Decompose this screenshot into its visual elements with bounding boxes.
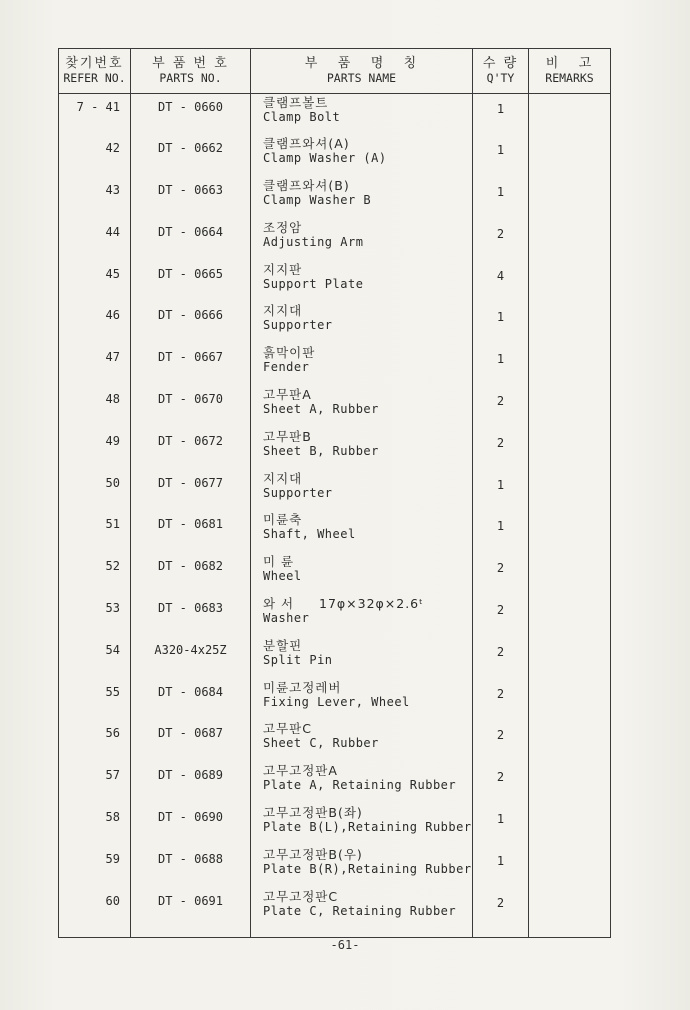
cell-parts-no: DT - 0666 [131,302,251,344]
table-row [59,846,611,888]
header-parts-name-ko: 부 품 명 칭 [304,56,419,71]
cell-refer-no: 58 [59,804,131,846]
cell-parts-no: DT - 0664 [131,219,251,261]
header-parts-no [131,49,251,94]
parts-name-ko: 미륜고정레버 [263,679,342,695]
cell-parts-no: DT - 0681 [131,511,251,553]
cell-remarks [529,302,611,344]
cell-parts-no: DT - 0690 [131,804,251,846]
header-refer-no-ko: 찾기번호 [65,56,124,71]
cell-refer-no: 44 [59,219,131,261]
cell-parts-no: DT - 0663 [131,177,251,219]
cell-remarks [529,679,611,721]
cell-refer-no: 46 [59,302,131,344]
cell-qty: 2 [473,219,529,261]
cell-parts-no: DT - 0687 [131,720,251,762]
cell-parts-name [251,888,473,938]
parts-name-ko: 클램프와셔(B) [263,178,350,194]
parts-name-en: Washer [263,611,310,626]
cell-remarks [529,261,611,303]
cell-qty: 2 [473,553,529,595]
cell-parts-no: DT - 0662 [131,135,251,177]
cell-qty: 2 [473,595,529,637]
table-row [59,888,611,938]
parts-name-ko: 와 서 17φ×32φ×2.6ᵗ [263,596,424,612]
cell-qty: 2 [473,720,529,762]
cell-qty: 2 [473,637,529,679]
cell-parts-name [251,344,473,386]
table-row [59,344,611,386]
cell-qty: 1 [473,94,529,136]
parts-name-ko: 클램프볼트 [263,95,329,110]
cell-parts-name [251,302,473,344]
cell-remarks [529,344,611,386]
cell-parts-no: DT - 0670 [131,386,251,428]
cell-qty: 2 [473,428,529,470]
header-parts-name-en: PARTS NAME [326,71,397,85]
cell-parts-no: DT - 0667 [131,344,251,386]
parts-name-ko: 고무고정판B(좌) [263,805,363,821]
cell-parts-no: DT - 0682 [131,553,251,595]
cell-parts-name [251,679,473,721]
table-row [59,219,611,261]
header-parts-no-ko: 부 품 번 호 [152,56,229,71]
cell-parts-no: DT - 0689 [131,762,251,804]
cell-refer-no: 56 [59,720,131,762]
header-remarks-en: REMARKS [545,71,594,85]
cell-refer-no: 53 [59,595,131,637]
cell-qty: 1 [473,804,529,846]
cell-remarks [529,595,611,637]
parts-table [58,48,611,938]
parts-name-en: Sheet C, Rubber [263,736,379,751]
cell-refer-no: 47 [59,344,131,386]
cell-parts-no: DT - 0688 [131,846,251,888]
parts-name-ko: 지지대 [263,303,303,319]
table-row [59,762,611,804]
table-row [59,135,611,177]
cell-remarks [529,470,611,512]
cell-remarks [529,219,611,261]
cell-parts-name [251,177,473,219]
cell-parts-name [251,219,473,261]
parts-name-en: Shaft, Wheel [263,527,356,542]
cell-refer-no: 43 [59,177,131,219]
cell-parts-name [251,94,473,136]
cell-parts-no: DT - 0691 [131,888,251,938]
cell-remarks [529,553,611,595]
parts-name-en: Plate B(L),Retaining Rubber [263,820,472,835]
parts-name-ko: 분할핀 [263,637,303,653]
parts-name-en: Clamp Washer (A) [263,151,387,166]
cell-remarks [529,177,611,219]
parts-name-ko: 지지판 [263,261,303,277]
cell-qty: 2 [473,386,529,428]
cell-qty: 1 [473,511,529,553]
table-row [59,386,611,428]
cell-parts-no: DT - 0683 [131,595,251,637]
parts-name-ko: 지지대 [263,470,303,486]
cell-parts-name [251,804,473,846]
parts-name-en: Supporter [263,318,333,333]
cell-refer-no: 54 [59,637,131,679]
header-remarks [529,49,611,94]
table-row [59,804,611,846]
cell-refer-no: 55 [59,679,131,721]
table-row [59,637,611,679]
cell-parts-no: DT - 0665 [131,261,251,303]
cell-remarks [529,428,611,470]
cell-remarks [529,888,611,938]
cell-qty: 1 [473,846,529,888]
cell-refer-no: 49 [59,428,131,470]
cell-qty: 2 [473,762,529,804]
cell-parts-name [251,720,473,762]
cell-refer-no: 51 [59,511,131,553]
parts-name-en: Split Pin [263,652,333,667]
cell-parts-name [251,386,473,428]
parts-name-ko: 미륜축 [263,512,303,528]
parts-name-en: Wheel [263,569,302,584]
cell-qty: 1 [473,344,529,386]
cell-remarks [529,511,611,553]
table-row [59,679,611,721]
cell-parts-name [251,846,473,888]
parts-name-ko: 고무판C [263,721,312,737]
table-header-row [59,49,611,94]
parts-name-ko: 고무고정판A [263,763,338,779]
cell-refer-no: 52 [59,553,131,595]
header-parts-no-en: PARTS NO. [159,71,222,85]
parts-name-ko: 고무고정판B(우) [263,846,363,862]
table-body [59,94,611,938]
cell-qty: 1 [473,135,529,177]
cell-refer-no: 50 [59,470,131,512]
cell-refer-no: 48 [59,386,131,428]
parts-name-en: Fender [263,360,310,375]
parts-name-ko: 흙막이판 [263,345,316,361]
cell-qty: 2 [473,679,529,721]
cell-remarks [529,135,611,177]
cell-parts-no: A320-4x25Z [131,637,251,679]
header-parts-name [251,49,473,94]
cell-remarks [529,386,611,428]
header-qty-en: Q'TY [486,71,515,85]
table-row [59,428,611,470]
cell-qty: 1 [473,177,529,219]
cell-qty: 1 [473,470,529,512]
parts-name-ko: 고무판B [263,428,312,444]
parts-name-ko: 조정암 [263,219,303,235]
table-row [59,94,611,136]
cell-parts-name [251,135,473,177]
parts-name-ko: 고무판A [263,387,312,403]
cell-remarks [529,846,611,888]
cell-parts-no: DT - 0660 [131,94,251,136]
cell-qty: 2 [473,888,529,938]
page-number: -61- [330,938,360,952]
header-qty-ko: 수 량 [482,56,519,71]
cell-refer-no: 45 [59,261,131,303]
cell-remarks [529,637,611,679]
cell-parts-name [251,470,473,512]
cell-refer-no: 57 [59,762,131,804]
cell-parts-name [251,428,473,470]
parts-name-en: Clamp Washer B [263,193,372,208]
table-row [59,553,611,595]
table-row [59,261,611,303]
cell-parts-name [251,553,473,595]
header-remarks-ko: 비 고 [545,56,594,71]
cell-remarks [529,94,611,136]
cell-parts-no: DT - 0684 [131,679,251,721]
cell-remarks [529,720,611,762]
parts-name-en: Clamp Bolt [263,110,341,124]
table-row [59,470,611,512]
parts-name-en: Supporter [263,485,333,500]
cell-refer-no: 42 [59,135,131,177]
header-qty [473,49,529,94]
parts-name-en: Plate B(R),Retaining Rubber [263,861,472,876]
parts-name-en: Plate C, Retaining Rubber [263,903,457,918]
cell-qty: 1 [473,302,529,344]
cell-parts-name [251,762,473,804]
table-row [59,595,611,637]
cell-refer-no: 7 - 41 [59,94,131,136]
cell-refer-no: 59 [59,846,131,888]
parts-name-en: Sheet B, Rubber [263,443,379,458]
parts-name-ko: 미 륜 [263,554,295,570]
parts-name-ko: 클램프와셔(A) [263,136,350,152]
parts-name-en: Adjusting Arm [263,234,364,249]
parts-name-en: Fixing Lever, Wheel [263,694,410,709]
cell-parts-no: DT - 0677 [131,470,251,512]
header-refer-no [59,49,131,94]
cell-qty: 4 [473,261,529,303]
parts-name-en: Support Plate [263,276,364,291]
cell-refer-no: 60 [59,888,131,938]
table-row [59,511,611,553]
table-row [59,177,611,219]
table-row [59,302,611,344]
cell-parts-name [251,511,473,553]
cell-parts-name [251,261,473,303]
parts-name-ko: 고무고정판C [263,888,339,904]
cell-remarks [529,804,611,846]
cell-parts-name [251,637,473,679]
parts-name-en: Sheet A, Rubber [263,402,379,417]
parts-name-en: Plate A, Retaining Rubber [263,778,457,793]
table-row [59,720,611,762]
cell-parts-name [251,595,473,637]
cell-remarks [529,762,611,804]
header-refer-no-en: REFER NO. [63,71,126,85]
cell-parts-no: DT - 0672 [131,428,251,470]
